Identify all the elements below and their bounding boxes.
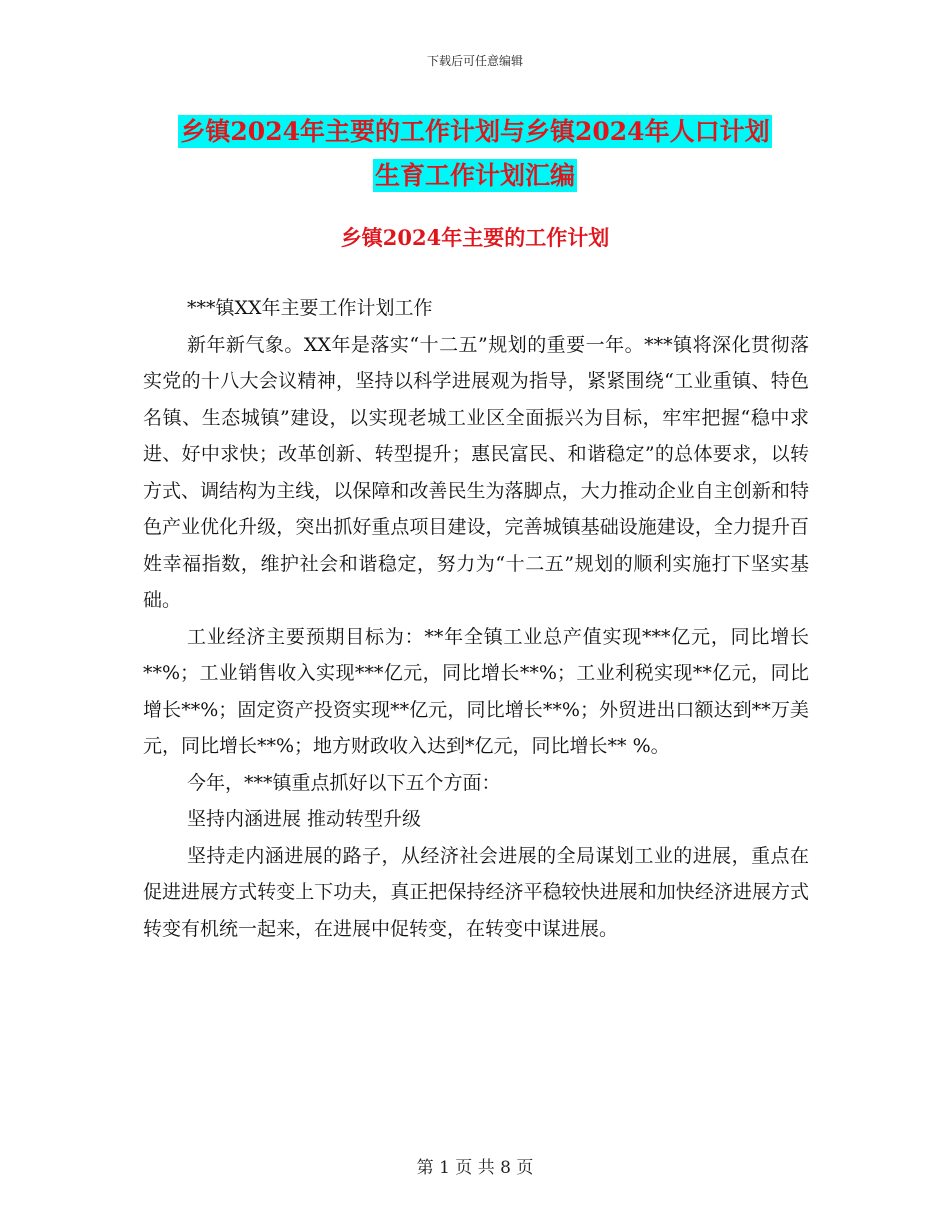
paragraph-intro: 新年新气象。XX年是落实“十二五”规划的重要一年。***镇将深化贯彻落实党的十八大会议精神，坚持以科学进展观为指导，紧紧围绕“工业重镇、特色名镇、生态城镇”建设，以实现老城工业区全面振兴为目标，牢牢把握“稳中求进、好中求快；改革创新、转型提升；惠民富民、和谐稳定”的总体要求，以转方式、调结构为主线，以保障和改善民生为落脚点，大力推动企业自主创新和特色产业优化升级，突出抓好重点项目建设，完善城镇基础设施建设，全力提升百姓幸福指数，维护社会和谐稳定，努力为“十二五”规划的顺利实施打下坚实基础。 <box>143 333 809 611</box>
document-body <box>143 290 809 947</box>
paragraph-subtitle: ***镇XX年主要工作计划工作 <box>187 297 433 319</box>
document-title-line-1 <box>0 112 950 148</box>
document-title-line-2 <box>0 156 950 192</box>
header-note: 下载后可任意编辑 <box>426 54 523 68</box>
paragraph-point-heading: 坚持内涵进展 推动转型升级 <box>187 808 422 830</box>
title-highlight-1: 乡镇2024年主要的工作计划与乡镇2024年人口计划 <box>180 117 770 146</box>
paragraph-point-body: 坚持走内涵进展的路子，从经济社会进展的全局谋划工业的进展，重点在促进进展方式转变上下功夫，真正把保持经济平稳较快进展和加快经济进展方式转变有机统一起来，在进展中促转变，在转变中谋进展。 <box>143 844 809 940</box>
paragraph-targets: 工业经济主要预期目标为：**年全镇工业总产值实现***亿元，同比增长**%；工业销售收入实现***亿元，同比增长**%；工业利税实现**亿元，同比增长**%；固定资产投资实现**亿元，同比增长**%；外贸进出口额达到**万美元，同比增长**%；地方财政收入达到*亿元，同比增长** %。 <box>143 625 809 757</box>
title-highlight-2: 生育工作计划汇编 <box>374 161 575 190</box>
section-heading: 乡镇2024年主要的工作计划 <box>340 225 610 250</box>
page-footer: 第 1 页 共 8 页 <box>416 1158 534 1178</box>
paragraph-focus: 今年，***镇重点抓好以下五个方面： <box>187 771 501 794</box>
